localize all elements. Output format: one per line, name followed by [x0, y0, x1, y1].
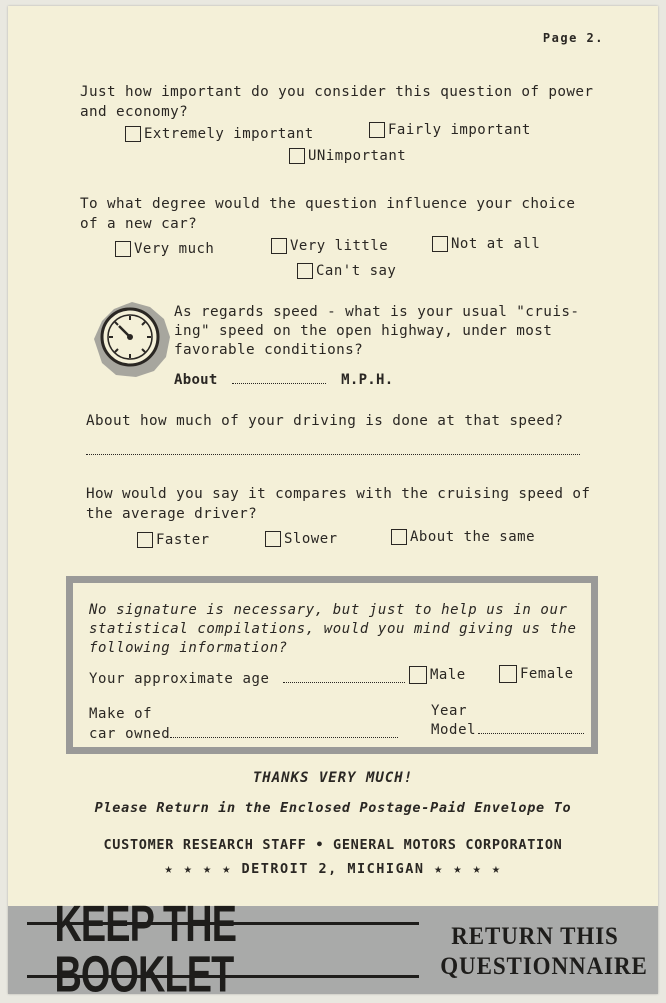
return-questionnaire-title	[432, 922, 648, 982]
mph-unit: M.P.H.	[341, 372, 394, 388]
personal-info-box	[66, 576, 598, 754]
option-label: Very little	[290, 238, 389, 254]
speed-input-line[interactable]	[232, 370, 326, 384]
option-label: Female	[520, 666, 574, 682]
option-label: Slower	[284, 531, 338, 547]
checkbox[interactable]	[115, 241, 131, 257]
make-label-line-2: car owned	[89, 726, 171, 742]
about-speed-row	[174, 370, 394, 390]
driving-share-input-line[interactable]	[86, 454, 580, 455]
option-label: Can't say	[316, 263, 397, 279]
option-label: Not at all	[451, 236, 541, 252]
checkbox[interactable]	[137, 532, 153, 548]
question-cruising-speed: As regards speed - what is your usual "cruis- ing" speed on the open highway, under most favorable conditions?	[174, 304, 580, 358]
option-fairly-important[interactable]	[369, 122, 531, 138]
option-slower[interactable]	[265, 531, 338, 547]
option-cant-say[interactable]	[297, 263, 396, 279]
year-label-line-1: Year	[431, 703, 468, 719]
question-power-importance: Just how important do you consider this question of power and economy?	[80, 84, 594, 120]
checkbox[interactable]	[499, 665, 517, 683]
checkbox[interactable]	[409, 666, 427, 684]
speedometer-icon	[92, 299, 172, 379]
keep-booklet-text: KEEP THE BOOKLET	[54, 895, 237, 1003]
option-faster[interactable]	[137, 532, 210, 548]
return-instruction: Please Return in the Enclosed Postage-Paid Envelope To	[94, 800, 572, 816]
age-label: Your approximate age	[89, 671, 270, 687]
info-intro-line-3: following information?	[89, 640, 288, 656]
thanks-text: THANKS VERY MUCH!	[252, 770, 414, 786]
option-label: Very much	[134, 241, 215, 257]
checkbox[interactable]	[265, 531, 281, 547]
info-intro-line-1: No signature is necessary, but just to help us in our	[89, 602, 568, 618]
option-label: Faster	[156, 532, 210, 548]
return-line-2: QUESTIONNAIRE	[440, 953, 648, 980]
option-label: Male	[430, 667, 466, 683]
info-intro-line-2: statistical compilations, would you mind giving us the	[89, 621, 577, 637]
year-input-line[interactable]	[478, 720, 584, 734]
question-influence-degree: To what degree would the question influence your choice of a new car?	[80, 196, 576, 232]
option-not-at-all[interactable]	[432, 236, 540, 252]
checkbox[interactable]	[432, 236, 448, 252]
make-label-line-1: Make of	[89, 706, 153, 722]
option-label: Extremely important	[144, 126, 314, 142]
keep-booklet-title	[27, 895, 419, 1003]
checkbox[interactable]	[297, 263, 313, 279]
question-compare-average: How would you say it compares with the cruising speed of the average driver?	[86, 486, 591, 522]
address-line-1: CUSTOMER RESEARCH STAFF • GENERAL MOTORS CORPORATION	[103, 837, 563, 853]
address-line-2: ★ ★ ★ ★ DETROIT 2, MICHIGAN ★ ★ ★ ★	[164, 861, 502, 877]
return-line-1: RETURN THIS	[451, 923, 619, 950]
option-label: About the same	[410, 529, 536, 545]
checkbox[interactable]	[369, 122, 385, 138]
option-label: Fairly important	[388, 122, 531, 138]
question-driving-share: About how much of your driving is done at that speed?	[86, 413, 564, 429]
checkbox[interactable]	[125, 126, 141, 142]
checkbox[interactable]	[271, 238, 287, 254]
make-row	[89, 724, 398, 743]
option-male[interactable]	[409, 666, 466, 684]
option-unimportant[interactable]	[289, 148, 406, 164]
questionnaire-sheet	[8, 6, 658, 994]
age-row	[89, 669, 405, 688]
age-input-line[interactable]	[283, 669, 405, 683]
option-very-much[interactable]	[115, 241, 214, 257]
option-extremely-important[interactable]	[125, 126, 314, 142]
option-female[interactable]	[499, 665, 574, 683]
make-input-line[interactable]	[170, 724, 398, 738]
checkbox[interactable]	[391, 529, 407, 545]
year-label-line-2: Model	[431, 722, 477, 738]
option-very-little[interactable]	[271, 238, 388, 254]
option-about-the-same[interactable]	[391, 529, 535, 545]
page-number: Page 2.	[542, 31, 604, 45]
checkbox[interactable]	[289, 148, 305, 164]
year-row	[431, 720, 584, 739]
about-label: About	[174, 372, 218, 388]
option-label: UNimportant	[308, 148, 407, 164]
